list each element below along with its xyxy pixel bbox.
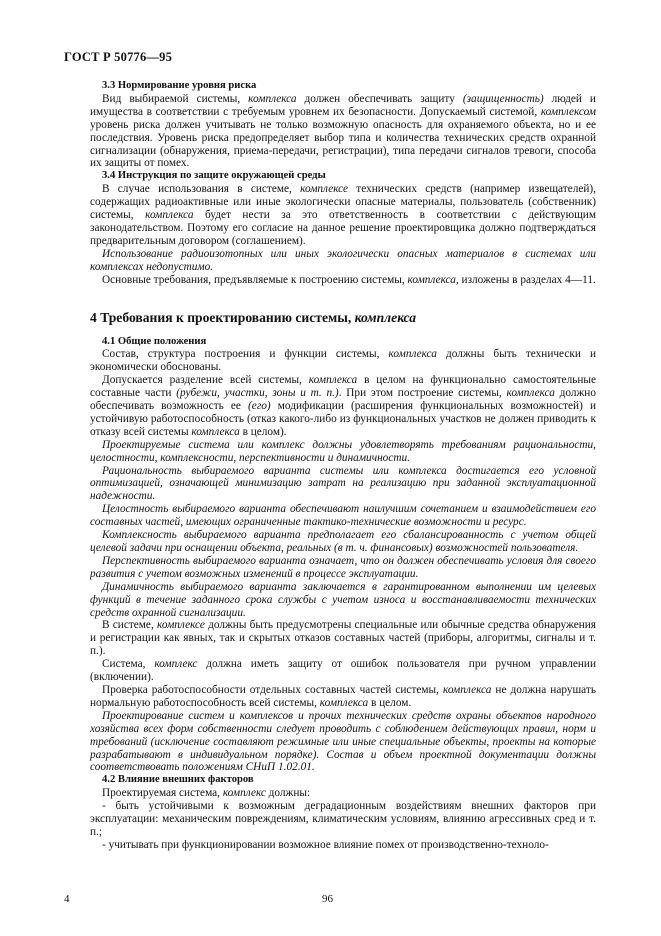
section-3-4-paragraph-1: В случае использования в системе, комплексе технических средств (например извещателей), содержащих радиоактивные или иные экологически опасные материалы, пользователь (собственник) системы, комплекса будет нести за это ответственность в соответствии с действующим законодательством. Поэтому его согласие на данное решение проектировщика должно подтверждаться предварительным договором (соглашением).	[90, 183, 596, 247]
section-4-2-title: 4.2 Влияние внешних факторов	[102, 774, 254, 786]
page-number-center: 96	[322, 893, 333, 905]
document-header: ГОСТ Р 50776—95	[64, 50, 173, 64]
section-4-1-paragraph-1: Состав, структура построения и функции системы, комплекса должны быть технически и экономически обоснованы.	[90, 348, 597, 374]
section-3-3-paragraph: Вид выбираемой системы, комплекса должен обеспечивать защиту (защищенность) людей и имущества в соответствии с требуемым уровнем их безопасности. Допускаемый системой, комплексом уровень риска должен учитывать не только возможную опасность для охраняемого объекта, но и ее последствия. Уровень риска предопределяет выбор типа и количества технических средств охранной сигнализации (обнаружения, приема-передачи, регистрации), типа передачи сигналов тревоги, способа их защиты от помех.	[90, 92, 596, 170]
section-4-1-paragraph-7: Перспективность выбираемого варианта означает, что он должен обеспечивать условия для своего развития с учетом возможных изменений в процессе эксплуатации.	[90, 554, 596, 580]
section-4-1-title: 4.1 Общие положения	[102, 335, 207, 347]
section-4-1-paragraph-11: Проверка работоспособности отдельных составных частей системы, комплекса не должна нарушать нормальную работоспособность всей системы, комплекса в целом.	[90, 683, 596, 709]
section-3-3-title: 3.3 Нормирование уровня риска	[102, 80, 257, 91]
section-4-1-paragraph-5: Целостность выбираемого варианта обеспечивают наилучшим сочетанием и взаимодействием его составных частей, имеющих ограниченные тактико-технические возможности и ресурс.	[90, 503, 596, 529]
section-4-2-paragraph-3: - учитывать при функционировании возможное влияние помех от производственно-техноло-	[102, 838, 549, 851]
section-3-4-paragraph-3: Основные требования, предъявляемые к построению системы, комплекса, изложены в разделах 4—11.	[102, 273, 596, 286]
section-4-2-paragraph-2: - быть устойчивыми к возможным деградационным воздействиям внешних факторов при эксплуатации: механическим повреждениям, климатическим условиям, влиянию агрессивных сред и т. п.;	[90, 800, 596, 838]
section-4-1-paragraph-6: Комплексность выбираемого варианта предполагает его сбалансированность с учетом общей целевой задачи при оснащении объекта, реальных (в т. ч. финансовых) возможностей пользователя.	[90, 529, 596, 554]
page-number-left: 4	[64, 893, 70, 905]
section-3-4-title: 3.4 Инструкция по защите окружающей среды	[102, 170, 326, 182]
section-4-1-paragraph-12: Проектирование систем и комплексов и прочих технических средств охраны объектов народного хозяйства всех форм собственности следует проводить с соблюдением действующих правил, норм и требований (исключение составляют режимные или иные специальные объекты, проекты на которые разрабатывают в индивидуальном порядке). Состав и объем проектной документации должны соответствовать положениям СНиП 1.02.01.	[90, 709, 596, 774]
section-4-title: 4 Требования к проектированию системы, комплекса	[90, 309, 417, 325]
section-4-2-paragraph-1: Проектируемая система, комплекс должны:	[102, 787, 311, 800]
section-3-4-paragraph-2: Использование радиоизотопных или иных экологически опасных материалов в системах или комплексах недопустимо.	[90, 247, 596, 273]
section-4-1-paragraph-10: Система, комплекс должна иметь защиту от ошибок пользователя при ручном управлении (включении).	[90, 658, 597, 684]
section-4-1-paragraph-2: Допускается разделение всей системы, комплекса в целом на функционально самостоятельные составные части (рубежи, участки, зоны и т. п.). При этом построение системы, комплекса должно обеспечивать возможность ее (его) модификации (расширения функциональных возможностей) и устойчивую работоспособность (отказ какого-либо из функциональных участков не должен приводить к отказу всей системы комплекса в целом).	[90, 374, 597, 438]
section-4-1-paragraph-9: В системе, комплексе должны быть предусмотрены специальные или обычные средства обнаружения и регистрации как явных, так и скрытых отказов составных частей (приборы, алгоритмы, сигналы и т. п.).	[90, 619, 596, 658]
section-4-1-paragraph-8: Динамичность выбираемого варианта заключается в гарантированном выполнении им целевых функций в течение заданного срока службы с учетом износа и восстанавливаемости технических средств охранной сигнализации.	[90, 580, 596, 619]
section-4-1-paragraph-4: Рациональность выбираемого варианта системы или комплекса достигается его условной оптимизацией, означающей минимизацию затрат на реализацию при заданной эксплуатационной надежности.	[90, 464, 596, 503]
section-4-1-paragraph-3: Проектируемые система или комплекс должны удовлетворять требованиям рациональности, целостности, комплексности, перспективности и динамичности.	[90, 438, 596, 464]
document-body	[90, 80, 596, 852]
